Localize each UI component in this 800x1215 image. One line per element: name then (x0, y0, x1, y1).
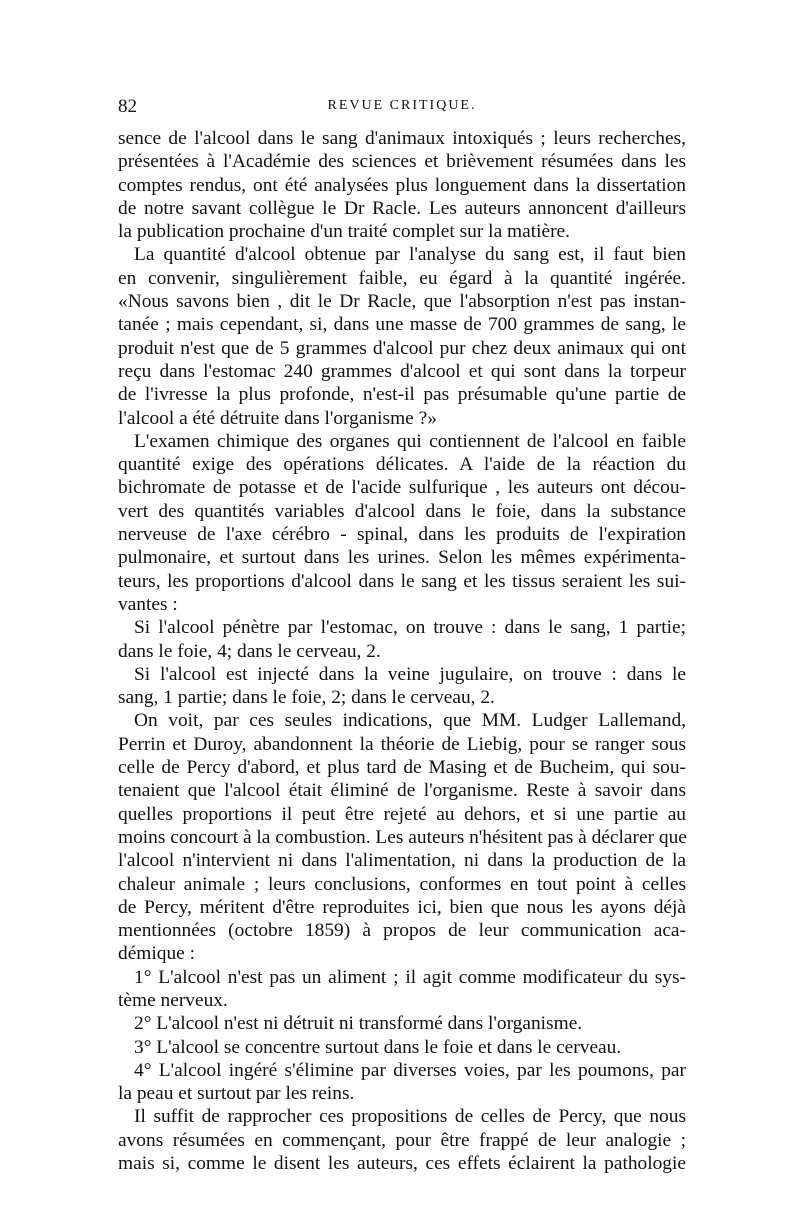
text-line: de Percy, méritent d'être reproduites ici, bien que nous les ayons déjà (118, 896, 686, 918)
text-line: reçu dans l'estomac 240 grammes d'alcool et qui sont dans la torpeur (118, 360, 686, 382)
text-line: pulmonaire, et surtout dans les urines. Selon les mêmes expérimenta- (118, 547, 686, 569)
text-line: L'examen chimique des organes qui contiennent de l'alcool en faible (134, 430, 686, 452)
text-line: 1° L'alcool n'est pas un aliment ; il agit comme modificateur du sys- (134, 966, 686, 988)
text-line: démique : (118, 943, 196, 965)
text-line: 2° L'alcool n'est ni détruit ni transformé dans l'organisme. (134, 1013, 583, 1035)
text-line: Il suffit de rapprocher ces propositions de celles de Percy, que nous (134, 1106, 686, 1128)
text-line: Perrin et Duroy, abandonnent la théorie de Liebig, pour se ranger sous (118, 733, 686, 755)
text-line: comptes rendus, ont été analysées plus longuement dans la dissertation (118, 174, 686, 196)
page-header (118, 96, 686, 120)
text-line: vantes : (118, 593, 178, 615)
body-text (118, 127, 686, 1175)
running-title: REVUE CRITIQUE. (327, 98, 477, 113)
text-line: la publication prochaine d'un traité complet sur la matière. (118, 221, 571, 243)
text-line: de l'ivresse la plus profonde, n'est-il pas présumable qu'une partie de (118, 384, 686, 406)
text-line: 4° L'alcool ingéré s'élimine par diverses voies, par les poumons, par (134, 1059, 686, 1081)
text-line: sang, 1 partie; dans le foie, 2; dans le cerveau, 2. (118, 687, 495, 709)
text-line: 3° L'alcool se concentre surtout dans le foie et dans le cerveau. (134, 1036, 622, 1058)
text-line: de notre savant collègue le Dr Racle. Les auteurs annoncent d'ailleurs (118, 197, 686, 219)
text-line: La quantité d'alcool obtenue par l'analyse du sang est, il faut bien (134, 244, 686, 266)
page-number: 82 (118, 96, 137, 117)
text-line: celle de Percy d'abord, et plus tard de Masing et de Bucheim, qui sou- (118, 757, 686, 779)
text-line: Si l'alcool est injecté dans la veine jugulaire, on trouve : dans le (134, 663, 686, 685)
text-line: produit n'est que de 5 grammes d'alcool pur chez deux animaux qui ont (118, 337, 686, 359)
text-line: «Nous savons bien , dit le Dr Racle, que l'absorption n'est pas instan- (118, 291, 686, 313)
text-line: moins concourt à la combustion. Les auteurs n'hésitent pas à déclarer que (118, 826, 687, 848)
text-line: quelles proportions il peut être rejeté au dehors, et si une partie au (118, 803, 686, 825)
text-line: tème nerveux. (118, 989, 228, 1011)
text-line: Si l'alcool pénètre par l'estomac, on trouve : dans le sang, 1 partie; (134, 617, 686, 639)
text-line: vert des quantités variables d'alcool dans le foie, dans la substance (118, 500, 686, 522)
text-line: chaleur animale ; leurs conclusions, conformes en tout point à celles (118, 873, 686, 895)
text-line: mentionnées (octobre 1859) à propos de leur communication aca- (118, 920, 686, 942)
text-line: mais si, comme le disent les auteurs, ces effets éclairent la pathologie (118, 1153, 686, 1175)
text-line: l'alcool n'intervient ni dans l'alimentation, ni dans la production de la (118, 850, 686, 872)
text-line: tanée ; mais cependant, si, dans une masse de 700 grammes de sang, le (118, 314, 686, 336)
text-line: bichromate de potasse et de l'acide sulfurique , les auteurs ont décou- (118, 477, 686, 499)
text-line: nerveuse de l'axe cérébro - spinal, dans les produits de l'expiration (118, 524, 686, 546)
text-line: présentées à l'Académie des sciences et brièvement résumées dans les (118, 151, 686, 173)
text-line: quantité exige des opérations délicates. A l'aide de la réaction du (118, 454, 686, 476)
text-line: teurs, les proportions d'alcool dans le sang et les tissus seraient les sui- (118, 570, 686, 592)
text-line: tenaient que l'alcool était éliminé de l'organisme. Reste à savoir dans (118, 780, 686, 802)
text-line: sence de l'alcool dans le sang d'animaux intoxiqués ; leurs recherches, (118, 128, 686, 149)
text-line: On voit, par ces seules indications, que MM. Ludger Lallemand, (134, 710, 686, 732)
text-line: l'alcool a été détruite dans l'organisme ?» (118, 407, 437, 429)
text-line: en convenir, singulièrement faible, eu égard à la quantité ingérée. (118, 267, 686, 289)
text-line: avons résumées en commençant, pour être frappé de leur analogie ; (118, 1129, 686, 1151)
text-line: la peau et surtout par les reins. (118, 1083, 355, 1105)
text-line: dans le foie, 4; dans le cerveau, 2. (118, 640, 381, 662)
